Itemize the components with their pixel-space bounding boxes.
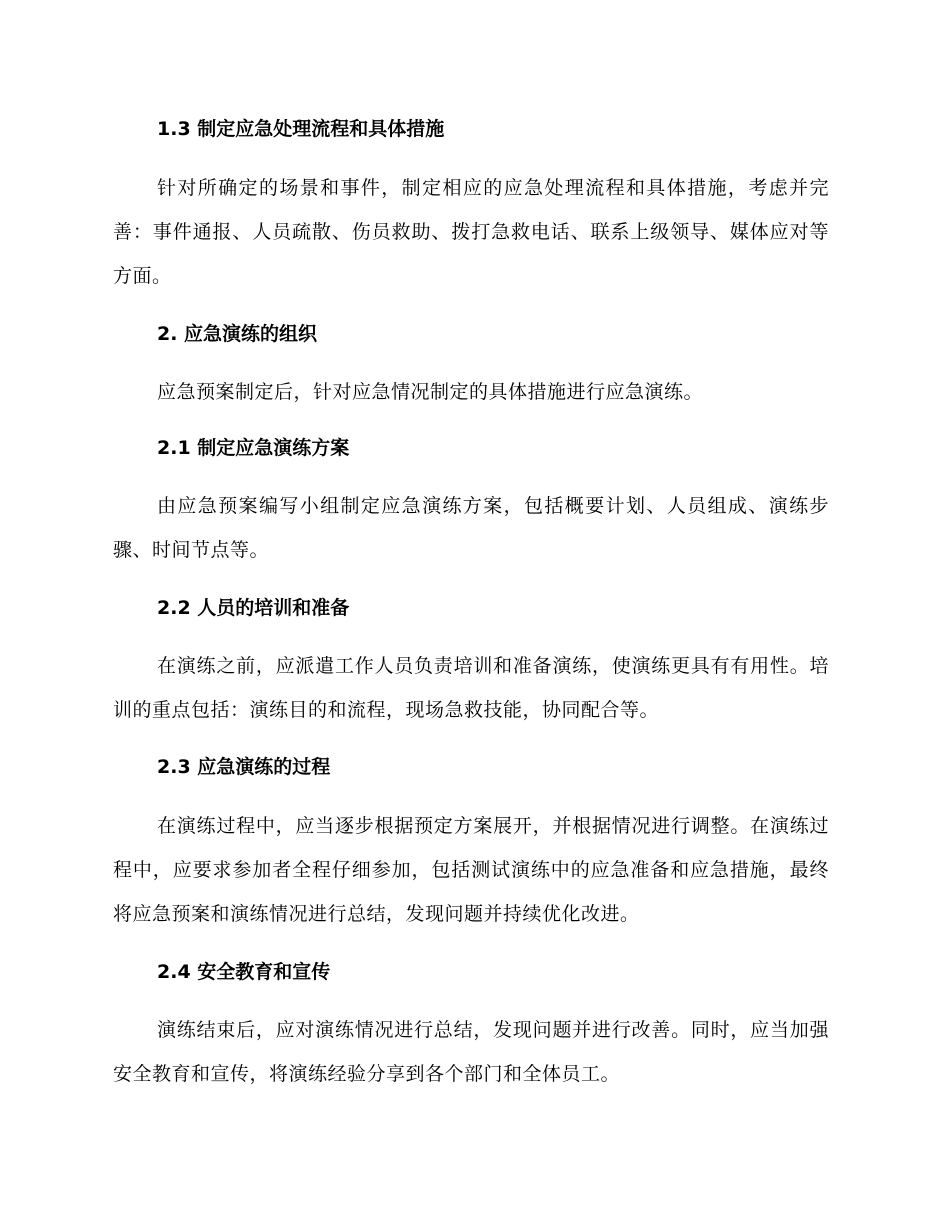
section-heading: 2.3 应急演练的过程 <box>157 756 331 778</box>
section-heading: 2.4 安全教育和宣传 <box>157 961 331 983</box>
section-heading: 1.3 制定应急处理流程和具体措施 <box>157 118 445 140</box>
section-paragraph: 应急预案制定后，针对应急情况制定的具体措施进行应急演练。 <box>157 381 704 403</box>
section-paragraph: 在演练过程中，应当逐步根据预定方案展开，并根据情况进行调整。在演练过程中，应要求参加者全程仔细参加，包括测试演练中的应急准备和应急措施，最终将应急预案和演练情况进行总结，发现问题并持续优化改进。 <box>113 815 829 925</box>
section-heading: 2. 应急演练的组织 <box>157 323 318 345</box>
section-heading: 2.1 制定应急演练方案 <box>157 437 350 459</box>
section-paragraph: 演练结束后，应对演练情况进行总结，发现问题并进行改善。同时，应当加强安全教育和宣传，将演练经验分享到各个部门和全体员工。 <box>113 1019 829 1085</box>
section-paragraph: 在演练之前，应派遣工作人员负责培训和准备演练，使演练更具有有用性。培训的重点包括：演练目的和流程，现场急救技能，协同配合等。 <box>113 655 829 721</box>
section-heading: 2.2 人员的培训和准备 <box>157 597 350 619</box>
section-paragraph: 由应急预案编写小组制定应急演练方案，包括概要计划、人员组成、演练步骤、时间节点等。 <box>113 495 829 561</box>
section-paragraph: 针对所确定的场景和事件，制定相应的应急处理流程和具体措施，考虑并完善：事件通报、人员疏散、伤员救助、拨打急救电话、联系上级领导、媒体应对等方面。 <box>113 177 829 287</box>
